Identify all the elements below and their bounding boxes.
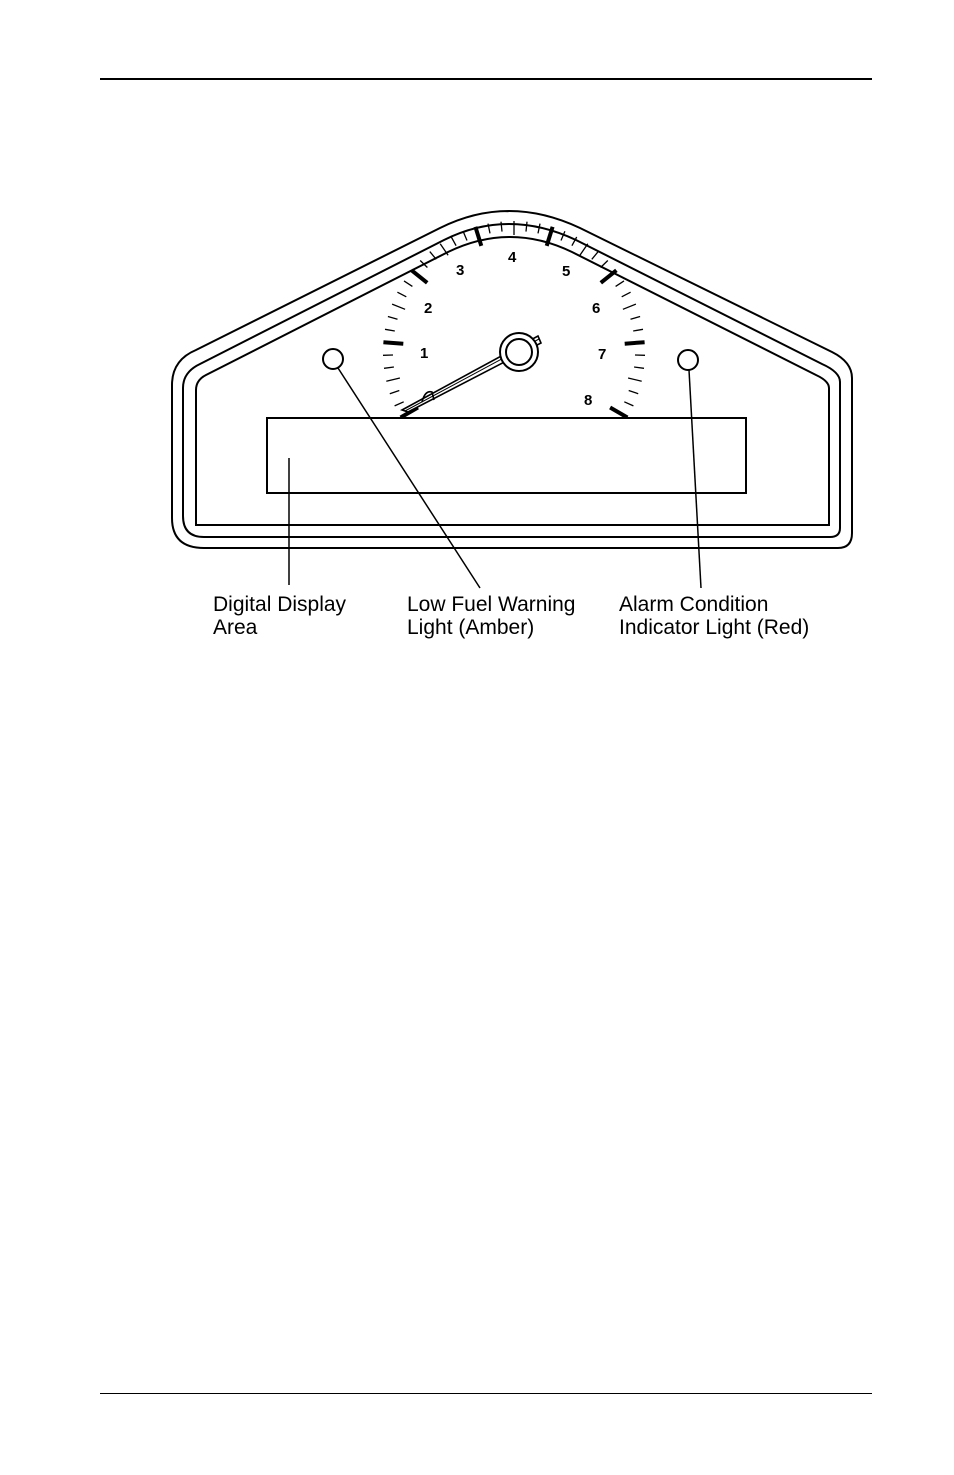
low-fuel-warning-light (323, 349, 343, 369)
gauge-minor-tick (634, 367, 644, 368)
gauge-minor-tick (404, 281, 412, 287)
needle-hub (500, 333, 538, 371)
gauge-minor-tick (624, 402, 633, 406)
gauge-number-6: 6 (592, 300, 601, 317)
gauge-minor-tick (601, 261, 608, 268)
gauge-minor-tick (526, 222, 527, 232)
gauge-minor-tick (629, 391, 639, 394)
gauge-minor-tick (395, 402, 404, 406)
gauge-minor-tick (388, 317, 398, 320)
gauge-number-4: 4 (508, 249, 517, 266)
digital-display-label (213, 593, 352, 639)
gauge-major-tick (412, 270, 428, 283)
gauge-minor-tick (628, 378, 642, 381)
gauge-number-8: 8 (584, 392, 593, 409)
alarm-label-line2: Indicator Light (Red) (619, 616, 810, 639)
alarm-label (619, 593, 809, 639)
gauge-minor-tick (390, 391, 400, 394)
alarm-label-line1: Alarm Condition (619, 593, 769, 616)
low-fuel-label-line1: Low Fuel Warning (407, 593, 576, 616)
gauge-minor-tick (592, 252, 598, 260)
gauge-major-tick (610, 408, 627, 418)
digital-display-label-line1: Digital Display (213, 593, 347, 616)
gauge-minor-tick (622, 292, 631, 297)
alarm-indicator-light (678, 350, 698, 370)
callout-labels (213, 593, 809, 639)
gauge-major-tick (383, 342, 403, 344)
gauge-major-tick (475, 227, 481, 246)
gauge-minor-tick (384, 367, 394, 368)
digital-display-area (267, 418, 746, 493)
gauge-major-tick (601, 270, 617, 283)
gauge-minor-tick (623, 304, 636, 309)
gauge-number-3: 3 (456, 262, 465, 279)
gauge-major-tick (625, 342, 645, 344)
low-fuel-label-line2: Light (Amber) (407, 616, 535, 639)
gauge-number-1: 1 (420, 345, 429, 362)
gauge-minor-tick (616, 281, 624, 287)
gauge-minor-tick (430, 252, 436, 260)
gauge-number-2: 2 (424, 300, 433, 317)
gauge-minor-tick (385, 329, 395, 331)
gauge-number-5: 5 (562, 263, 571, 280)
gauge-minor-tick (633, 329, 643, 331)
gauge-minor-tick (463, 231, 467, 240)
gauge-minor-tick (580, 244, 588, 256)
low-fuel-label (407, 593, 581, 639)
gauge-number-7: 7 (598, 346, 607, 363)
gauge-minor-tick (631, 317, 641, 320)
gauge-minor-tick (397, 292, 406, 297)
gauge-minor-tick (538, 224, 540, 234)
gauge-minor-tick (392, 304, 405, 309)
digital-display-label-line2: Area (213, 616, 258, 639)
gauge-minor-tick (386, 378, 400, 381)
gauge-minor-tick (451, 237, 456, 246)
